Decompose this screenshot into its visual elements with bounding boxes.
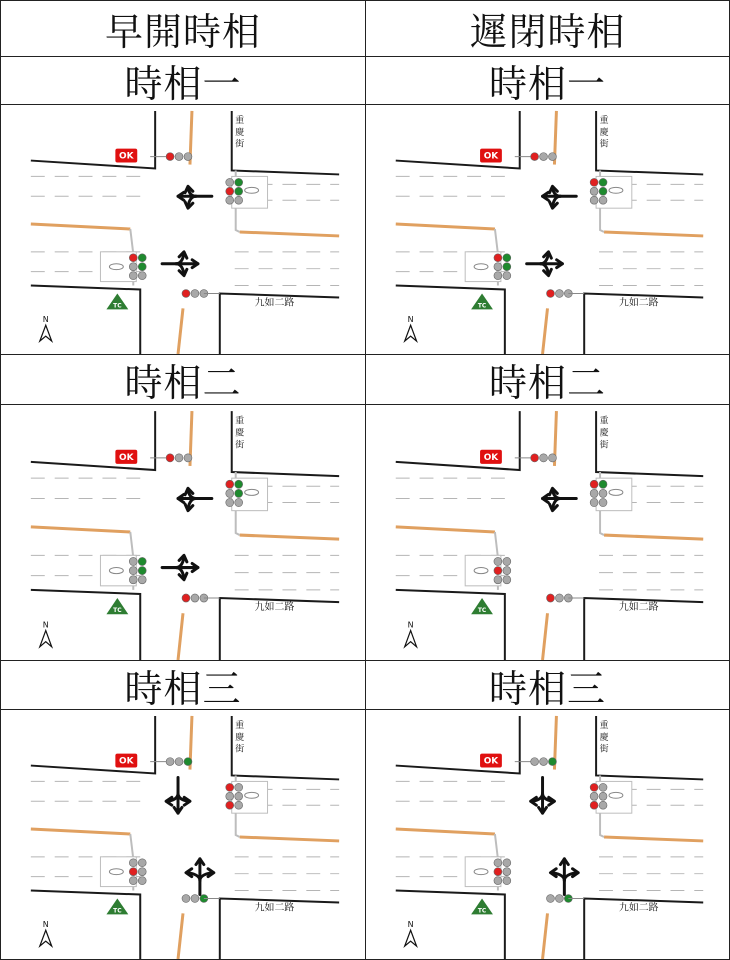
north-label: N	[407, 920, 414, 930]
curb-northeast	[596, 716, 703, 779]
signal-lamp	[494, 263, 502, 271]
north-label: N	[407, 315, 414, 325]
signal-lamp	[166, 454, 174, 462]
signal-lamp	[166, 153, 174, 161]
phase-1-label-early	[0, 56, 366, 105]
median-west	[31, 829, 130, 834]
signal-head-west	[494, 557, 511, 583]
signal-lamp	[494, 868, 502, 876]
signal-lamp	[129, 254, 137, 262]
signal-lamp	[235, 801, 243, 809]
signal-lamp	[235, 489, 243, 497]
phase-3-text: 時相三	[124, 666, 242, 710]
tc-sign-label: TC	[113, 907, 122, 915]
signal-lamp	[235, 196, 243, 204]
signal-lamp	[182, 895, 190, 903]
signal-lamp	[555, 895, 563, 903]
signal-lamp	[226, 498, 234, 506]
signal-lamp	[590, 801, 598, 809]
phase-3-label-late	[365, 660, 730, 710]
signal-lamp	[235, 792, 243, 800]
movement-arrow-eastbound-icon	[527, 252, 563, 276]
signal-lamp	[599, 801, 607, 809]
signal-lamp	[599, 178, 607, 186]
street-name-label: 重	[235, 720, 245, 731]
north-label: N	[407, 620, 414, 630]
signal-lamp	[599, 480, 607, 488]
signal-head-north	[166, 153, 192, 161]
signal-lamp	[531, 758, 539, 766]
median-west	[396, 527, 495, 532]
signal-lamp	[494, 567, 502, 575]
street-name-label: 街	[599, 744, 609, 755]
north-arrow-icon	[40, 930, 52, 946]
column-header-late	[365, 0, 730, 57]
signal-lamp	[129, 859, 137, 867]
movement-arrow-westbound-icon	[543, 488, 577, 510]
tc-sign-label: TC	[477, 302, 487, 310]
median-south	[178, 308, 183, 354]
signal-lamp	[138, 272, 146, 280]
intersection-map	[396, 111, 703, 354]
store-sign-label: OK	[119, 452, 134, 463]
signal-lamp	[184, 454, 192, 462]
signal-lamp	[548, 454, 556, 462]
street-name-label: 慶	[599, 732, 609, 743]
signal-lamp	[599, 489, 607, 497]
signal-lamp	[590, 196, 598, 204]
signal-lamp	[590, 783, 598, 791]
intersection-map	[31, 411, 339, 660]
signal-lamp	[138, 868, 146, 876]
signal-lamp	[175, 153, 183, 161]
median-west	[396, 224, 495, 229]
curb-northeast	[232, 411, 339, 476]
north-label: N	[42, 315, 49, 325]
signal-lamp	[129, 576, 137, 584]
signal-lamp	[129, 263, 137, 271]
store-sign-label: OK	[119, 151, 134, 162]
signal-lamp	[191, 594, 199, 602]
signal-lamp	[503, 272, 511, 280]
north-arrow-icon	[405, 930, 417, 946]
signal-lamp	[503, 877, 511, 885]
signal-lamp	[235, 187, 243, 195]
signal-lamp	[555, 594, 563, 602]
phase-3-text: 時相三	[488, 666, 606, 710]
signal-head-west	[494, 859, 511, 885]
road-name-label: 九如二路	[254, 602, 295, 614]
signal-lamp	[226, 783, 234, 791]
street-name-label: 街	[235, 744, 245, 755]
road-name-label: 九如二路	[618, 297, 659, 309]
north-arrow-icon	[40, 325, 52, 341]
store-sign-label: OK	[483, 151, 499, 162]
diagram-early-phase-1	[0, 104, 366, 355]
intersection-map	[31, 716, 339, 959]
signal-lamp	[494, 576, 502, 584]
curb-northeast	[232, 716, 339, 779]
street-name-label: 慶	[599, 127, 609, 138]
signal-lamp	[590, 178, 598, 186]
intersection-map	[31, 111, 339, 354]
signal-lamp	[138, 254, 146, 262]
signal-lamp	[226, 196, 234, 204]
tc-sign-label: TC	[477, 607, 487, 615]
phase-1-text: 時相一	[124, 62, 242, 105]
phase-1-label-late	[365, 56, 730, 105]
signal-lamp	[138, 576, 146, 584]
signal-lamp	[129, 567, 137, 575]
signal-lamp	[548, 153, 556, 161]
road-name-label: 九如二路	[254, 297, 295, 309]
signal-lamp	[138, 567, 146, 575]
signal-lamp	[182, 290, 190, 298]
street-name-label: 慶	[235, 732, 245, 743]
signal-lamp	[540, 153, 548, 161]
median-east	[604, 535, 703, 539]
signal-lamp	[166, 758, 174, 766]
signal-head-west	[129, 254, 146, 280]
signal-lamp	[494, 859, 502, 867]
road-name-label: 九如二路	[618, 902, 659, 914]
signal-head-north	[531, 454, 557, 462]
signal-lamp	[191, 895, 199, 903]
signal-lamp	[184, 758, 192, 766]
signal-lamp	[548, 758, 556, 766]
signal-head-north	[531, 758, 557, 766]
signal-lamp	[599, 196, 607, 204]
movement-arrow-westbound-icon	[543, 186, 577, 208]
column-title-early: 早開時相	[104, 10, 261, 54]
signal-head-north	[166, 454, 192, 462]
signal-lamp	[129, 877, 137, 885]
median-south	[543, 913, 548, 959]
diagram-early-phase-3	[0, 709, 366, 960]
store-sign-label: OK	[483, 756, 499, 767]
signal-head-north	[166, 758, 192, 766]
signal-lamp	[503, 576, 511, 584]
street-name-label: 街	[599, 139, 609, 150]
diagram-late-phase-3	[365, 709, 730, 960]
signal-lamp	[226, 801, 234, 809]
median-east	[240, 535, 339, 539]
signal-head-north	[531, 153, 557, 161]
store-sign-label: OK	[483, 452, 499, 463]
signal-lamp	[503, 567, 511, 575]
signal-lamp	[494, 877, 502, 885]
signal-lamp	[503, 263, 511, 271]
median-east	[240, 232, 339, 236]
signal-lamp	[129, 272, 137, 280]
median-west	[31, 527, 130, 532]
street-name-label: 街	[599, 440, 609, 451]
curb-northeast	[232, 111, 339, 174]
tc-sign-label: TC	[113, 607, 122, 615]
signal-head-west	[494, 254, 511, 280]
street-name-label: 重	[599, 416, 609, 427]
phase-3-label-early	[0, 660, 366, 710]
column-title-late: 遲閉時相	[469, 10, 626, 54]
intersection-map	[396, 411, 703, 660]
signal-lamp	[547, 594, 555, 602]
signal-lamp	[503, 557, 511, 565]
signal-lamp	[503, 859, 511, 867]
signal-lamp	[175, 758, 183, 766]
movement-arrow-eastbound-icon	[162, 555, 198, 579]
movement-arrow-northbound-icon	[186, 859, 214, 895]
north-arrow-icon	[405, 325, 417, 341]
curb-northeast	[596, 111, 703, 174]
signal-lamp	[503, 868, 511, 876]
street-name-label: 慶	[235, 127, 245, 138]
road-name-label: 九如二路	[254, 902, 295, 914]
signal-lamp	[590, 792, 598, 800]
signal-lamp	[235, 480, 243, 488]
signal-lamp	[547, 290, 555, 298]
signal-lamp	[590, 480, 598, 488]
signal-head-west	[129, 859, 146, 885]
street-name-label: 慶	[235, 428, 245, 439]
street-name-label: 重	[599, 115, 609, 126]
signal-lamp	[191, 290, 199, 298]
street-name-label: 重	[235, 416, 245, 427]
signal-lamp	[226, 178, 234, 186]
signal-lamp	[599, 187, 607, 195]
movement-arrow-westbound-icon	[178, 186, 212, 208]
signal-lamp	[226, 187, 234, 195]
signal-lamp	[599, 783, 607, 791]
street-name-label: 街	[235, 440, 245, 451]
movement-arrow-eastbound-icon	[162, 252, 198, 276]
signal-lamp	[494, 254, 502, 262]
signal-lamp	[182, 594, 190, 602]
north-arrow-icon	[40, 631, 52, 647]
movement-arrow-westbound-icon	[178, 488, 212, 510]
signal-lamp	[235, 498, 243, 506]
column-header-early	[0, 0, 366, 57]
curb-northeast	[596, 411, 703, 476]
signal-lamp	[555, 290, 563, 298]
median-east	[604, 232, 703, 236]
phase-2-text: 時相二	[488, 361, 606, 405]
median-east	[604, 837, 703, 841]
movement-arrow-northbound-icon	[550, 859, 578, 895]
phase-1-text: 時相一	[488, 62, 606, 105]
median-west	[396, 829, 495, 834]
signal-lamp	[590, 498, 598, 506]
street-name-label: 重	[235, 115, 245, 126]
signal-lamp	[138, 877, 146, 885]
street-name-label: 街	[235, 139, 245, 150]
median-south	[543, 308, 548, 354]
signal-lamp	[503, 254, 511, 262]
signal-lamp	[235, 783, 243, 791]
signal-lamp	[494, 272, 502, 280]
road-name-label: 九如二路	[618, 602, 659, 614]
street-name-label: 慶	[599, 428, 609, 439]
signal-lamp	[547, 895, 555, 903]
intersection-map	[396, 716, 703, 959]
signal-lamp	[138, 557, 146, 565]
phase-2-label-early	[0, 354, 366, 405]
signal-lamp	[494, 557, 502, 565]
signal-lamp	[175, 454, 183, 462]
signal-lamp	[531, 153, 539, 161]
signal-lamp	[138, 859, 146, 867]
median-south	[543, 613, 548, 660]
median-west	[31, 224, 130, 229]
signal-lamp	[226, 489, 234, 497]
tc-sign-label: TC	[113, 302, 122, 310]
signal-lamp	[129, 868, 137, 876]
diagram-late-phase-2	[365, 404, 730, 661]
diagram-late-phase-1	[365, 104, 730, 355]
movement-arrow-southbound-icon	[531, 777, 555, 813]
median-south	[178, 913, 183, 959]
signal-lamp	[226, 792, 234, 800]
north-label: N	[42, 620, 49, 630]
phase-2-text: 時相二	[124, 361, 242, 405]
median-south	[178, 613, 183, 660]
signal-lamp	[531, 454, 539, 462]
signal-lamp	[540, 454, 548, 462]
signal-lamp	[540, 758, 548, 766]
signal-lamp	[599, 792, 607, 800]
median-east	[240, 837, 339, 841]
phase-2-label-late	[365, 354, 730, 405]
signal-lamp	[235, 178, 243, 186]
tc-sign-label: TC	[477, 907, 487, 915]
signal-lamp	[138, 263, 146, 271]
signal-head-west	[129, 557, 146, 583]
signal-lamp	[590, 489, 598, 497]
signal-lamp	[226, 480, 234, 488]
north-arrow-icon	[405, 631, 417, 647]
store-sign-label: OK	[119, 756, 134, 767]
movement-arrow-southbound-icon	[166, 777, 190, 813]
signal-lamp	[590, 187, 598, 195]
signal-lamp	[184, 153, 192, 161]
diagram-early-phase-2	[0, 404, 366, 661]
signal-lamp	[129, 557, 137, 565]
signal-lamp	[599, 498, 607, 506]
street-name-label: 重	[599, 720, 609, 731]
north-label: N	[42, 920, 49, 930]
